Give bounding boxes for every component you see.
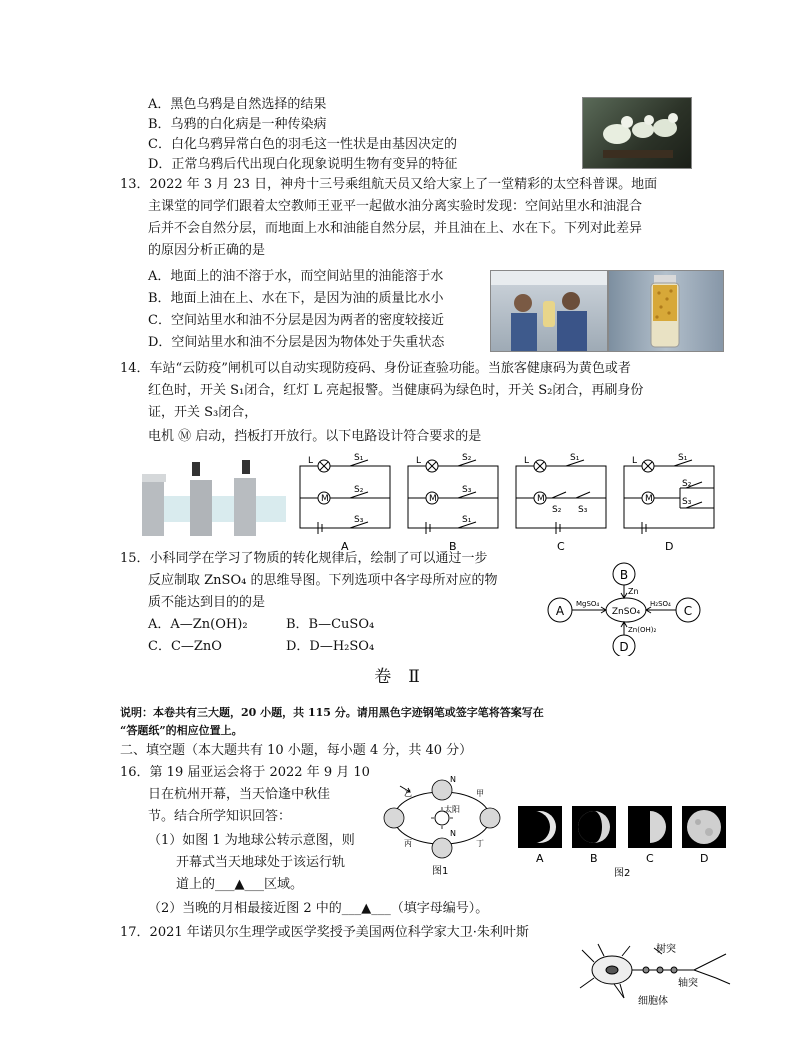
neuron-axon-label: 轴突 <box>678 978 698 989</box>
q13-stem-4: 的原因分析正确的是 <box>148 243 266 258</box>
space-station-photo <box>490 270 608 352</box>
q16-stem-3: 节。结合所学知识回答： <box>148 809 292 824</box>
q15-option-a: A．A—Zn(OH)₂ <box>148 617 248 632</box>
q15-stem-3: 质不能达到目的的是 <box>148 595 266 610</box>
q16-sub2: （2）当晚的月相最接近图 2 中的___▲___（填字母编号）。 <box>148 901 489 916</box>
orbit-region-yi: 乙 <box>404 789 412 798</box>
circuit-b-s1: S₁ <box>462 515 472 525</box>
neuron-diagram <box>574 940 742 1008</box>
orbit-region-bing: 丙 <box>404 839 412 848</box>
mindmap-node-d: D <box>619 640 629 654</box>
mindmap-node-b: B <box>619 568 629 582</box>
q13-stem-2: 主课堂的同学们跟着太空教师王亚平一起做水油分离实验时发现：空间站里水和油混合 <box>148 199 643 214</box>
circuit-label-b: B <box>449 540 457 553</box>
q12-option-a: A．黑色乌鸦是自然选择的结果 <box>148 97 327 112</box>
q16-sub1-1: （1）如图 1 为地球公转示意图，则 <box>148 833 355 848</box>
section-title: 卷 Ⅱ <box>374 667 420 687</box>
neuron-dendrite-label: 树突 <box>656 944 676 955</box>
q15-option-c: C．C—ZnO <box>148 639 222 654</box>
q15-option-b: B．B—CuSO₄ <box>286 617 375 632</box>
q15-stem-1: 15．小科同学在学习了物质的转化规律后，绘制了可以通过一步 <box>120 551 488 566</box>
mindmap-arrow-right-label: H₂SO₄ <box>650 600 671 608</box>
section-note-1: 说明：本卷共有三大题，20 小题，共 115 分。请用黑色字迹钢笔或签字笔将答案写在 <box>120 706 544 719</box>
circuit-c-s1: S₁ <box>570 453 580 463</box>
earth-orbit-figure <box>380 772 504 878</box>
q15-option-d: D．D—H₂SO₄ <box>286 639 375 654</box>
q12-option-c: C．白化乌鸦异常白色的羽毛这一性状是由基因决定的 <box>148 137 457 152</box>
q13-option-d: D．空间站里水和油不分层是因为物体处于失重状态 <box>148 335 445 350</box>
q16-stem-2: 日在杭州开幕，当天恰逢中秋佳 <box>148 787 331 802</box>
circuit-c-s2: S₂ <box>552 505 562 515</box>
q13-option-a: A．地面上的油不溶于水，而空间站里的油能溶于水 <box>148 269 444 284</box>
mindmap-arrow-bottom-label: Zn(OH)₂ <box>628 626 657 634</box>
q12-option-b: B．乌鸦的白化病是一种传染病 <box>148 117 327 132</box>
moon-label-a: A <box>536 852 544 865</box>
circuit-b-s2: S₂ <box>462 453 472 463</box>
fig1-caption: 图1 <box>432 866 449 877</box>
q13-stem-3: 后并不会自然分层，而地面上水和油能自然分层，并且油在上、水在下。下列对此差异 <box>148 221 643 236</box>
orbit-north-bottom: N <box>450 829 456 838</box>
circuit-label-d: D <box>665 540 674 553</box>
moon-phase-d-icon <box>682 806 726 848</box>
q13-option-c: C．空间站里水和油不分层是因为两者的密度较接近 <box>148 313 444 328</box>
moon-phase-a-icon <box>518 806 562 848</box>
circuit-a-s2: S₂ <box>354 485 364 495</box>
q13-option-b: B．地面上油在上、水在下，是因为油的质量比水小 <box>148 291 444 306</box>
gate-turnstile-photo <box>136 458 292 538</box>
circuit-a <box>300 460 390 534</box>
orbit-region-jia: 甲 <box>476 789 484 798</box>
moon-phase-c-icon <box>628 806 672 848</box>
orbit-region-ding: 丁 <box>476 839 484 848</box>
moon-phases-figure <box>516 800 742 880</box>
orbit-north-top: N <box>450 775 456 784</box>
white-crows-photo <box>582 97 692 169</box>
circuit-a-lamp-label: L <box>308 456 314 466</box>
fig2-caption: 图2 <box>614 868 631 879</box>
mindmap-node-c: C <box>683 604 693 618</box>
circuit-d <box>624 460 714 534</box>
circuit-label-c: C <box>557 540 565 553</box>
section-note-2: “答题纸”的相应位置上。 <box>120 724 243 737</box>
circuit-d-motor-label: M <box>645 494 653 504</box>
mindmap-arrow-top-label: Zn <box>628 587 639 596</box>
circuit-a-s3: S₃ <box>354 515 364 525</box>
circuit-d-s1: S₁ <box>678 453 688 463</box>
mindmap-arrow-left-label: MgSO₄ <box>576 600 600 608</box>
circuit-d-s3: S₃ <box>682 497 692 507</box>
moon-phase-b-icon <box>572 806 616 848</box>
circuit-d-lamp-label: L <box>632 456 638 466</box>
circuit-diagrams <box>296 452 720 554</box>
q14-stem-2: 红色时，开关 S₁闭合，红灯 L 亮起报警。当健康码为绿色时，开关 S₂闭合，再刷身份 <box>148 383 644 398</box>
q16-sub1-3: 道上的___▲___区域。 <box>176 877 303 892</box>
part2-heading: 二、填空题（本大题共有 10 小题，每小题 4 分，共 40 分） <box>120 743 473 758</box>
q14-stem-3: 证，开关 S₃闭合， <box>148 405 258 420</box>
circuit-a-motor-label: M <box>321 494 329 504</box>
moon-label-c: C <box>646 852 654 865</box>
circuit-d-s2: S₂ <box>682 479 692 489</box>
q14-stem-4: 电机 Ⓜ 启动，挡板打开放行。以下电路设计符合要求的是 <box>148 429 482 444</box>
circuit-b <box>408 460 498 534</box>
circuit-label-a: A <box>341 540 349 553</box>
znso4-mind-map <box>546 562 708 656</box>
q17-stem: 17．2021 年诺贝尔生理学或医学奖授予美国两位科学家大卫·朱利叶斯 <box>120 925 529 940</box>
mindmap-node-a: A <box>555 604 565 618</box>
circuit-c <box>516 460 606 534</box>
circuit-c-s3: S₃ <box>578 505 588 515</box>
orbit-sun-label: 太阳 <box>444 805 460 814</box>
moon-label-b: B <box>590 852 598 865</box>
circuit-b-motor-label: M <box>429 494 437 504</box>
q12-option-d: D．正常乌鸦后代出现白化现象说明生物有变异的特征 <box>148 157 458 172</box>
oil-water-bottle-photo <box>608 270 724 352</box>
q16-stem-1: 16．第 19 届亚运会将于 2022 年 9 月 10 <box>120 765 370 780</box>
moon-label-d: D <box>700 852 709 865</box>
circuit-b-lamp-label: L <box>416 456 422 466</box>
circuit-b-s3: S₃ <box>462 485 472 495</box>
circuit-c-motor-label: M <box>537 494 545 504</box>
q14-stem-1: 14．车站“云防疫”闸机可以自动实现防疫码、身份证查验功能。当旅客健康码为黄色或者 <box>120 361 631 376</box>
circuit-c-lamp-label: L <box>524 456 530 466</box>
circuit-a-s1: S₁ <box>354 453 364 463</box>
q15-stem-2: 反应制取 ZnSO₄ 的思维导图。下列选项中各字母所对应的物 <box>148 573 498 588</box>
neuron-cell-body-label: 细胞体 <box>638 996 668 1007</box>
q16-sub1-2: 开幕式当天地球处于该运行轨 <box>176 855 346 870</box>
q13-stem-1: 13．2022 年 3 月 23 日，神舟十三号乘组航天员又给大家上了一堂精彩的太空科普课。地面 <box>120 177 658 192</box>
mindmap-center: ZnSO₄ <box>611 607 641 617</box>
